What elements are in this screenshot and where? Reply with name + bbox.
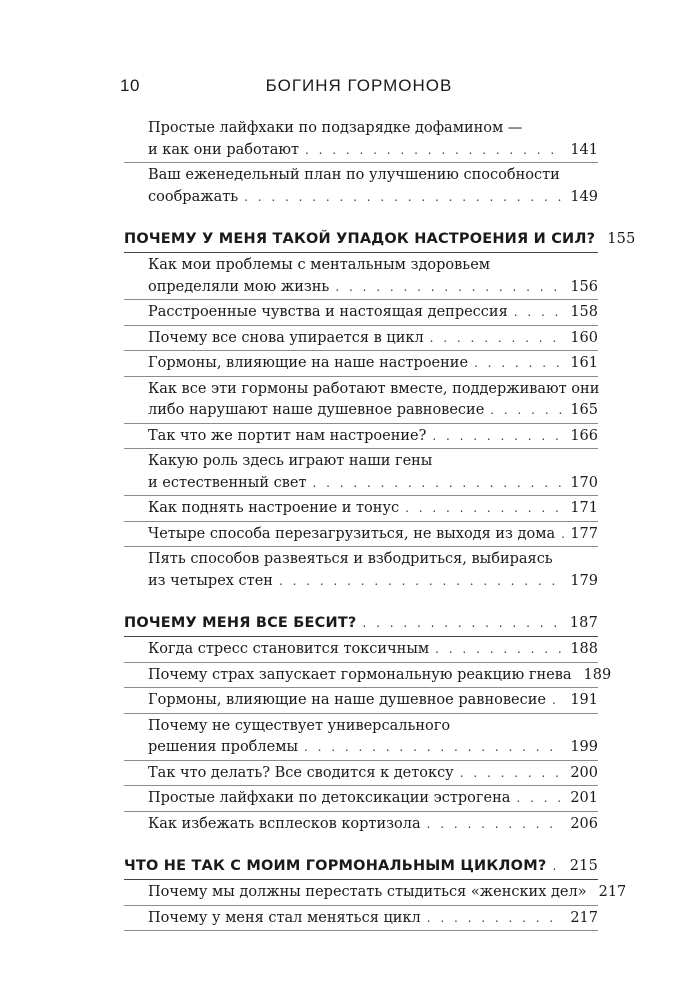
chapter-heading[interactable] xyxy=(124,231,636,253)
toc-entry-text: Так что же портит нам настроение? xyxy=(148,427,427,444)
toc-entry[interactable] xyxy=(124,449,598,496)
toc-entry-text: Гормоны, влияющие на наше душевное равновесие xyxy=(148,692,546,708)
toc-entry-page: 189 xyxy=(583,666,612,683)
toc-entry-line1: Ваш еженедельный план по улучшению способности xyxy=(148,167,560,183)
chapter-title: ПОЧЕМУ У МЕНЯ ТАКОЙ УПАДОК НАСТРОЕНИЯ И СИЛ? xyxy=(124,231,596,247)
toc-entry-line2: из четырех стен xyxy=(148,572,273,589)
toc-entry-page: 200 xyxy=(570,764,598,781)
toc-entry-page: 217 xyxy=(598,884,627,900)
toc-entry[interactable] xyxy=(124,522,598,548)
chapter-heading[interactable] xyxy=(124,615,598,637)
table-of-contents xyxy=(124,116,636,931)
toc-entry-page: 179 xyxy=(570,572,598,589)
toc-entry-page: 171 xyxy=(570,500,598,516)
toc-entry[interactable] xyxy=(124,496,598,522)
toc-entry[interactable] xyxy=(124,714,598,761)
toc-entry-text: Четыре способа перезагрузиться, не выходя из дома xyxy=(148,525,556,542)
toc-entry-page: 156 xyxy=(570,278,598,295)
toc-entry-page: 217 xyxy=(570,909,598,926)
toc-entry-line1: Какую роль здесь играют наши гены xyxy=(148,453,433,469)
toc-entry-line1: Пять способов развеяться и взбодриться, выбираясь xyxy=(148,551,553,567)
toc-entry[interactable] xyxy=(124,906,598,932)
toc-entry-text: Гормоны, влияющие на наше настроение xyxy=(148,355,469,371)
dot-leader xyxy=(305,140,564,162)
toc-entry-page: 188 xyxy=(570,641,598,657)
toc-entry-text: Простые лайфхаки по детоксикации эстрогена xyxy=(148,790,511,806)
toc-entry-page: 170 xyxy=(570,474,598,491)
toc-entry-line1: Как мои проблемы с ментальным здоровьем xyxy=(148,257,491,273)
toc-entry-text: Когда стресс становится токсичным xyxy=(148,641,430,657)
toc-entry-text: Почему страх запускает гормональную реакцию гнева xyxy=(148,666,572,683)
toc-entry-line2: соображать xyxy=(148,188,239,205)
chapter-page: 155 xyxy=(607,231,636,247)
toc-entry-page: 165 xyxy=(570,402,598,418)
dot-leader xyxy=(427,908,565,930)
toc-entry-line1: Как все эти гормоны работают вместе, поддерживают они xyxy=(148,380,600,397)
dot-leader xyxy=(460,763,565,785)
running-title: БОГИНЯ ГОРМОНОВ xyxy=(265,76,453,95)
toc-entry[interactable] xyxy=(124,424,598,450)
dot-leader xyxy=(304,737,564,759)
chapter-title: ЧТО НЕ ТАК С МОИМ ГОРМОНАЛЬНЫМ ЦИКЛОМ? xyxy=(124,858,547,874)
toc-entry-text: Так что делать? Все сводится к детоксу xyxy=(148,764,454,781)
toc-entry[interactable] xyxy=(124,812,598,837)
toc-entry-page: 201 xyxy=(570,790,598,806)
toc-entry-page: 191 xyxy=(570,692,598,708)
toc-entry-page: 161 xyxy=(570,355,598,371)
dot-leader xyxy=(552,859,563,873)
toc-entry-text: Как избежать всплесков кортизола xyxy=(148,815,421,832)
toc-entry[interactable] xyxy=(124,351,598,377)
dot-leader xyxy=(490,400,564,422)
toc-entry-page: 158 xyxy=(570,304,598,320)
dot-leader xyxy=(244,187,564,209)
toc-entry-line1: Почему не существует универсального xyxy=(148,717,451,734)
toc-entry[interactable] xyxy=(124,663,612,689)
toc-entry[interactable] xyxy=(124,786,598,812)
dot-leader xyxy=(432,426,564,448)
toc-entry-page: 199 xyxy=(570,739,598,755)
toc-entry[interactable] xyxy=(124,253,598,300)
toc-entry[interactable] xyxy=(124,163,598,209)
dot-leader xyxy=(427,814,565,836)
dot-leader xyxy=(561,524,564,546)
chapter-heading[interactable] xyxy=(124,858,598,880)
toc-entry[interactable] xyxy=(124,300,598,326)
chapter-title: ПОЧЕМУ МЕНЯ ВСЕ БЕСИТ? xyxy=(124,615,357,631)
dot-leader xyxy=(552,690,564,712)
toc-entry-text: Почему все снова упирается в цикл xyxy=(148,329,424,346)
dot-leader xyxy=(474,353,564,375)
toc-entry[interactable] xyxy=(124,761,598,787)
chapter-page: 215 xyxy=(569,858,598,874)
dot-leader xyxy=(405,498,564,520)
dot-leader xyxy=(279,571,564,593)
toc-entry[interactable] xyxy=(124,116,598,163)
toc-entry-text: Почему мы должны перестать стыдиться «женских дел» xyxy=(148,884,587,900)
toc-entry-line2: и как они работают xyxy=(148,141,300,158)
toc-entry[interactable] xyxy=(124,688,598,714)
toc-entry-page: 206 xyxy=(570,815,598,832)
toc-entry-line2: определяли мою жизнь xyxy=(148,278,330,295)
dot-leader xyxy=(313,473,565,495)
page-number: 10 xyxy=(120,76,140,95)
toc-entry[interactable] xyxy=(124,377,598,424)
toc-entry-line2: решения проблемы xyxy=(148,739,299,755)
toc-entry[interactable] xyxy=(124,547,598,593)
toc-entry-page: 177 xyxy=(570,525,598,542)
toc-entry[interactable] xyxy=(124,637,598,663)
toc-entry-page: 149 xyxy=(570,188,598,205)
toc-entry-page: 166 xyxy=(570,427,598,444)
toc-entry-text: Расстроенные чувства и настоящая депрессия xyxy=(148,304,508,320)
toc-entry-page: 141 xyxy=(570,141,598,158)
toc-entry-line1: Простые лайфхаки по подзарядке дофамином — xyxy=(148,120,523,136)
chapter-page: 187 xyxy=(569,615,598,631)
dot-leader xyxy=(514,302,565,324)
dot-leader xyxy=(430,328,565,350)
toc-entry-text: Почему у меня стал меняться цикл xyxy=(148,909,421,926)
toc-entry-line2: и естественный свет xyxy=(148,474,307,491)
toc-entry-page: 160 xyxy=(570,329,598,346)
dot-leader xyxy=(363,616,564,630)
dot-leader xyxy=(435,639,564,661)
page-header xyxy=(120,76,598,96)
toc-entry-text: Как поднять настроение и тонус xyxy=(148,500,400,516)
dot-leader xyxy=(335,277,564,299)
toc-entry[interactable] xyxy=(124,880,627,906)
dot-leader xyxy=(516,788,564,810)
toc-entry[interactable] xyxy=(124,326,598,352)
toc-entry-line2: либо нарушают наше душевное равновесие xyxy=(148,402,485,418)
